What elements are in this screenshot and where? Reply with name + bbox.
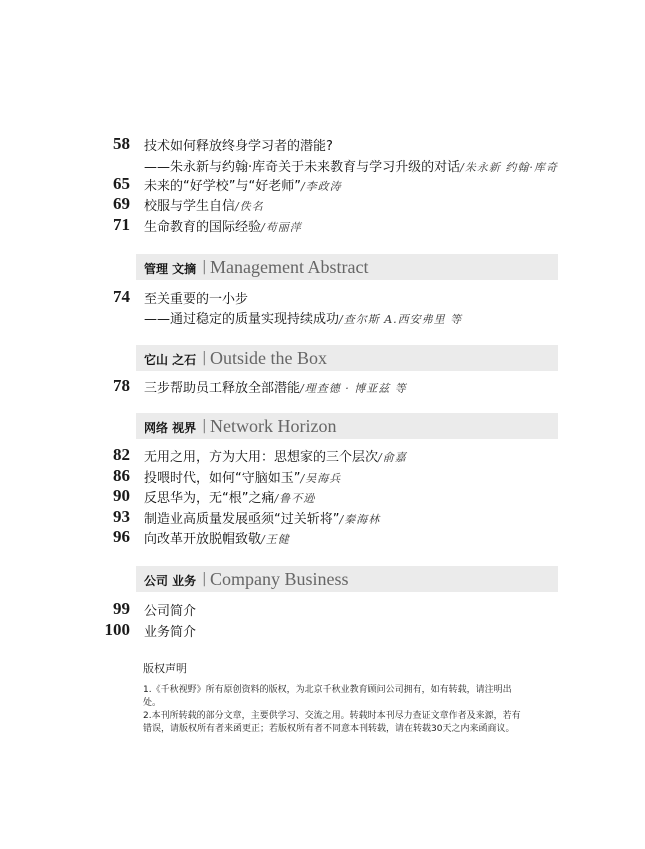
page-number: 78 [113, 376, 130, 395]
article-title: 反思华为，无“根”之痛 [144, 491, 275, 506]
section-header-network-horizon [136, 413, 558, 439]
section-separator: | [202, 350, 207, 366]
article-title: 生命教育的国际经验 [144, 220, 262, 235]
section-title-en: Network Horizon [210, 416, 337, 436]
article-author: /朱永新 约翰·库奇 [460, 161, 558, 174]
article-title: 至关重要的一小步 [144, 292, 249, 307]
page-number: 58 [113, 134, 130, 153]
article-subtitle: ——朱永新与约翰·库奇关于未来教育与学习升级的对话 [144, 160, 461, 175]
section-title-en: Company Business [210, 569, 349, 589]
article-author: /苟丽萍 [261, 221, 302, 234]
article-title: 三步帮助员工释放全部潜能 [144, 381, 301, 396]
article-title: 无用之用，方为大用：思想家的三个层次 [144, 450, 379, 465]
article-author: /王健 [261, 533, 290, 546]
page-number: 96 [113, 527, 130, 546]
article-title: 业务简介 [144, 625, 197, 640]
page-number: 74 [113, 287, 130, 306]
section-title-en: Outside the Box [210, 348, 327, 368]
article-title: 投喂时代，如何“守脑如玉” [144, 471, 301, 486]
article-author: /俞嘉 [378, 451, 407, 464]
article-author: /鲁不逊 [274, 492, 316, 505]
article-author: /查尔斯 A.西安弗里 等 [339, 313, 463, 326]
article-title: 制造业高质量发展亟须“过关斩将” [144, 512, 340, 527]
article-author: /李政涛 [300, 180, 342, 193]
section-title-cn: 公司 业务 [144, 574, 197, 588]
article-title: 向改革开放脱帽致敬 [144, 532, 262, 547]
section-title-cn: 它山 之石 [144, 353, 197, 367]
section-title-en: Management Abstract [210, 257, 369, 277]
page-number: 86 [113, 466, 130, 485]
page-number: 93 [113, 507, 130, 526]
page-number: 65 [113, 174, 130, 193]
section-header-outside-the-box [136, 345, 558, 371]
page-number: 82 [113, 445, 130, 464]
section-header-company-business [136, 566, 558, 592]
article-title: 技术如何释放终身学习者的潜能? [144, 139, 333, 154]
page-number: 71 [113, 215, 130, 234]
section-separator: | [202, 418, 207, 434]
section-separator: | [202, 259, 207, 275]
page-number: 69 [113, 194, 130, 213]
page-number: 90 [113, 486, 130, 505]
article-author: /秦海林 [339, 513, 381, 526]
article-title: 公司简介 [144, 604, 197, 619]
article-author: /吴海兵 [300, 472, 342, 485]
article-author: /佚名 [235, 200, 264, 213]
article-subtitle: ——通过稳定的质量实现持续成功 [144, 312, 340, 327]
copyright-notice [143, 660, 523, 736]
section-header-management [136, 254, 558, 280]
page-number: 100 [104, 620, 130, 639]
article-author: /理查德 · 博亚兹 等 [300, 382, 407, 395]
copyright-paragraph: 1.《千秋视野》所有原创资料的版权，为北京千秋业教育顾问公司拥有，如有转载，请注明出处。 [143, 685, 512, 708]
page-number: 99 [113, 599, 130, 618]
section-separator: | [202, 571, 207, 587]
copyright-paragraph: 2.本刊所转载的部分文章，主要供学习、交流之用。转载时本刊尽力查证文章作者及来源，若有错误，请版权所有者来函更正；若版权所有者不同意本刊转载，请在转载30天之内来函商议。 [143, 711, 521, 734]
section-title-cn: 管理 文摘 [144, 262, 197, 276]
article-title: 未来的“好学校”与“好老师” [144, 179, 301, 194]
section-title-cn: 网络 视界 [144, 421, 197, 435]
copyright-title: 版权声明 [143, 662, 187, 675]
article-title: 校服与学生自信 [144, 199, 236, 214]
